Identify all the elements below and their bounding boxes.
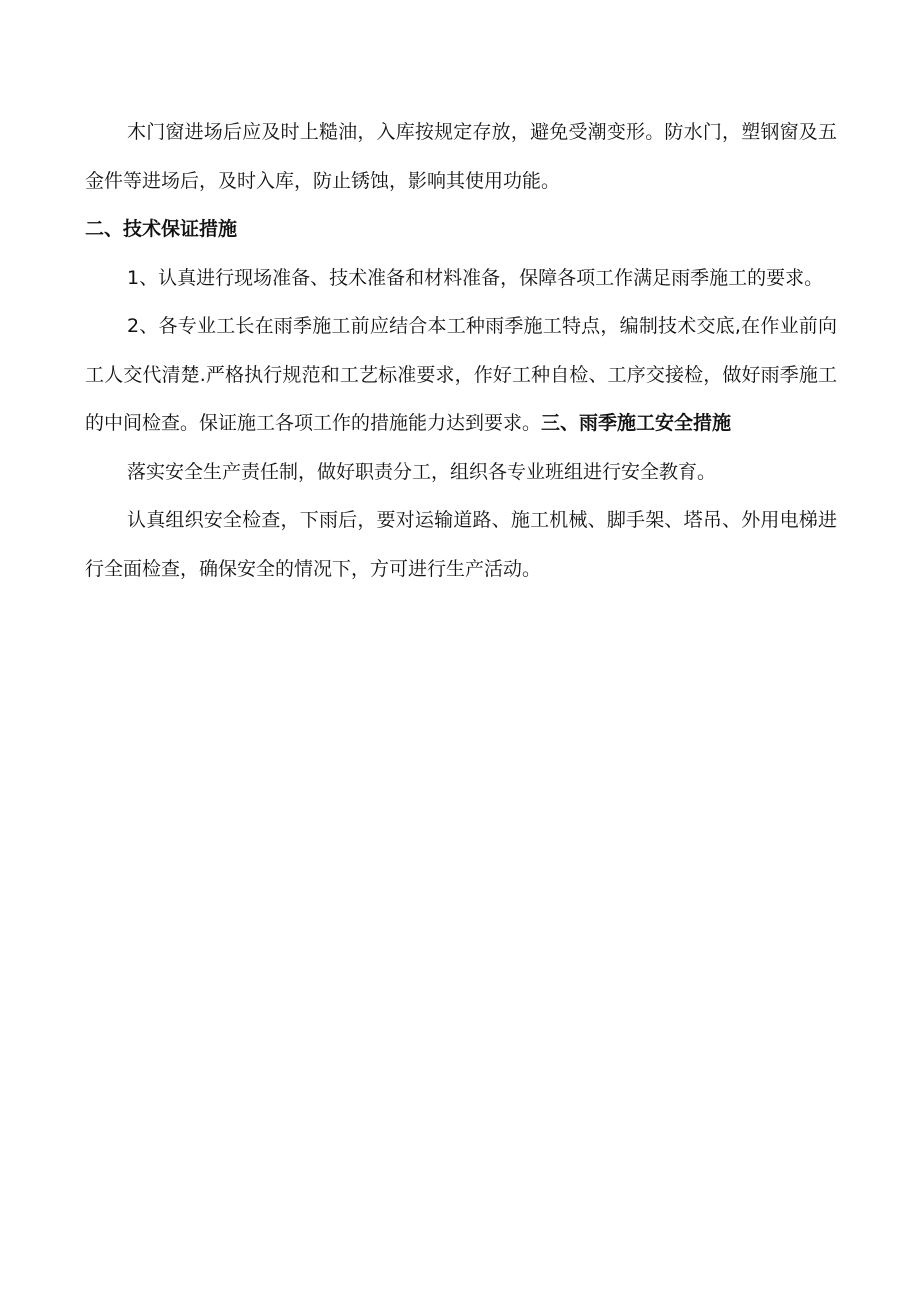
paragraph-safety-inspection: 认真组织安全检查，下雨后，要对运输道路、施工机械、脚手架、塔吊、外用电梯进行全面检查，确保安全的情况下，方可进行生产活动。: [85, 509, 837, 580]
paragraph-doors-windows: 木门窗进场后应及时上糙油，入库按规定存放，避免受潮变形。防水门，塑钢窗及五金件等进场后，及时入库，防止锈蚀，影响其使用功能。: [85, 121, 837, 192]
paragraph-item-1: 1、认真进行现场准备、技术准备和材料准备，保障各项工作满足雨季施工的要求。: [127, 266, 824, 289]
paragraph-item-2: [85, 302, 837, 448]
section-heading-safety-measures: 三、雨季施工安全措施: [541, 412, 732, 434]
document-body: [85, 108, 837, 593]
section-heading-technical-measures: 二、技术保证措施: [85, 218, 238, 240]
paragraph-safety-responsibility: 落实安全生产责任制，做好职责分工，组织各专业班组进行安全教育。: [127, 460, 717, 483]
paragraph-item-2-text: 2、各专业工长在雨季施工前应结合本工种雨季施工特点，编制技术交底,在作业前向工人交代清楚.严格执行规范和工艺标准要求，作好工种自检、工序交接检，做好雨季施工的中间检查。保证施工各项工作的措施能力达到要求。: [85, 315, 837, 434]
